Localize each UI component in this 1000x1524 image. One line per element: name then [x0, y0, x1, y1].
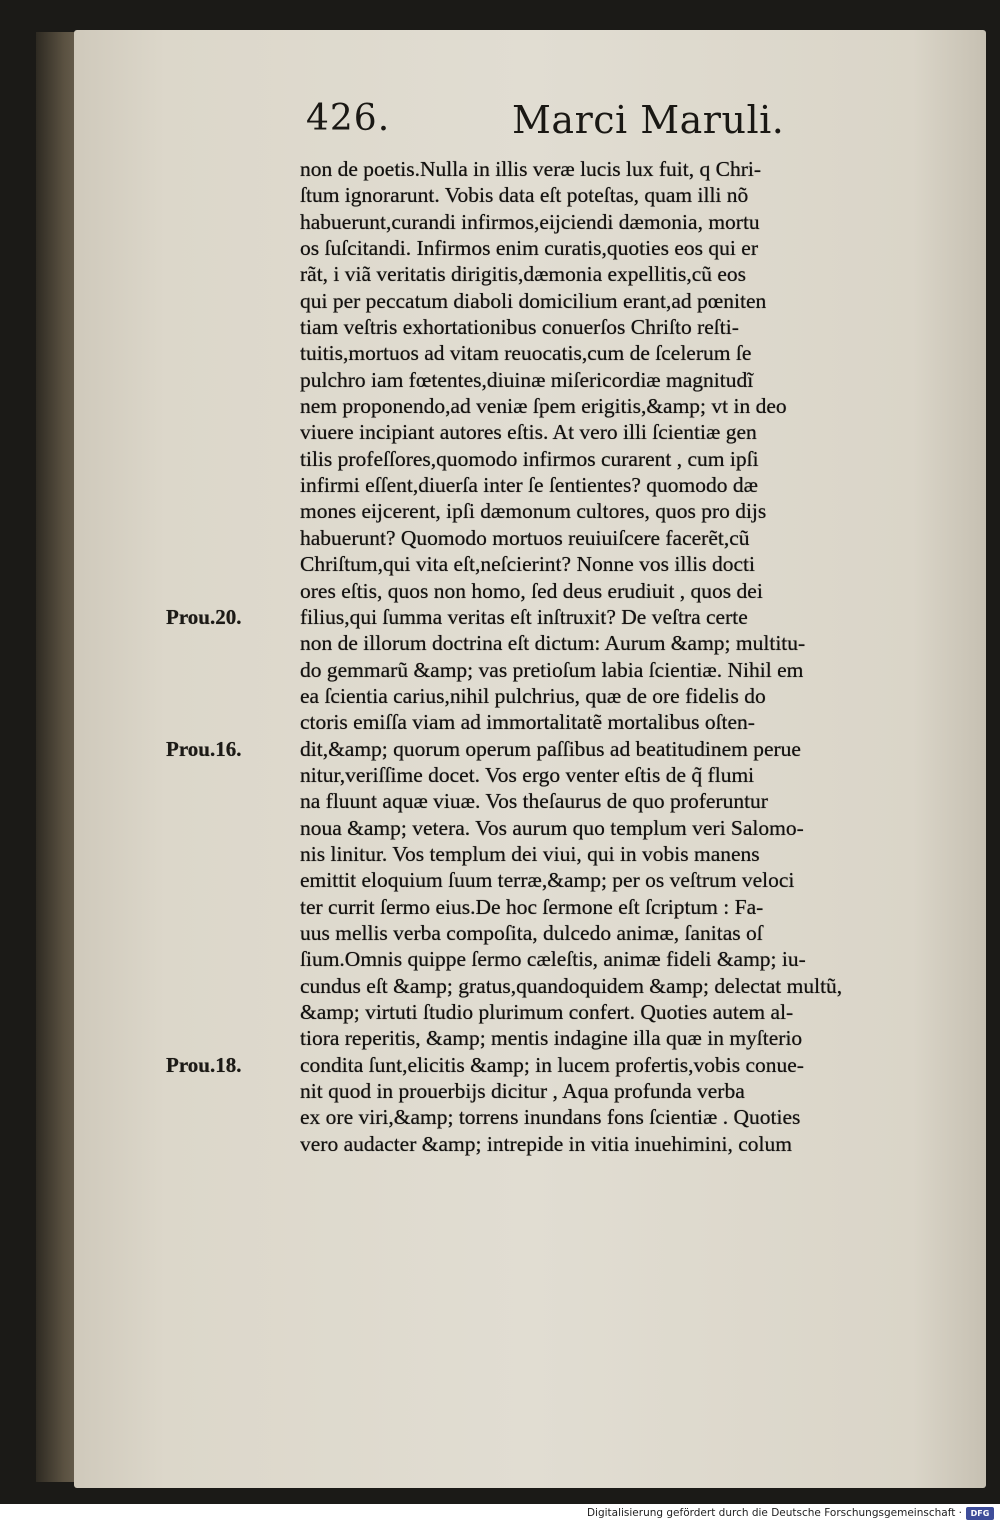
text-line: habuerunt? Quomodo mortuos reuiuiſcere facerẽt,cũ [300, 525, 750, 550]
text-line: uus mellis verba compoſita, dulcedo animæ, ſanitas oſ [300, 920, 763, 945]
text-line: viuere incipiant autores eſtis. At vero illi ſcientiæ gen [300, 420, 757, 445]
text-line: &amp; virtuti ſtudio plurimum confert. Quoties autem al- [300, 1000, 794, 1024]
text-line: cundus eſt &amp; gratus,quandoquidem &amp; delectat multũ, [300, 973, 843, 998]
funding-credit: Digitalisierung gefördert durch die Deutsche Forschungsgemeinschaft · [586, 1507, 962, 1519]
text-line: vero audacter &amp; intrepide in vitia inuehimini, colum [300, 1131, 792, 1156]
dfg-logo-icon: DFG [966, 1507, 994, 1520]
text-line: non de illorum doctrina eſt dictum: Aurum &amp; multitu- [300, 631, 806, 656]
text-line: nitur,veriſſime docet. Vos ergo venter eſtis de q̃ flumi [300, 762, 755, 787]
text-line: pulchro iam fœtentes,diuinæ miſericordiæ magnitudĩ [300, 367, 754, 392]
text-line: tilis profeſſores,quomodo infirmos curarent , cum ipſi [300, 446, 759, 471]
marginal-note: Prou.20. [166, 604, 242, 629]
text-line: os ſuſcitandi. Infirmos enim curatis,quoties eos qui er [300, 236, 758, 261]
text-line: tiora reperitis, &amp; mentis indagine illa quæ in myſterio [300, 1026, 803, 1051]
text-line: Chriſtum,qui vita eſt,neſcierint? Nonne vos illis docti [300, 552, 756, 577]
text-line: emittit eloquium ſuum terræ,&amp; per os veſtrum veloci [300, 868, 795, 893]
text-line: dit,&amp; quorum operum paſſibus ad beatitudinem perue [300, 736, 801, 761]
text-line: nem proponendo,ad veniæ ſpem erigitis,&amp; vt in deo [300, 394, 787, 419]
text-line: na fluunt aquæ viuæ. Vos theſaurus de quo proferuntur [300, 789, 768, 814]
text-line: nis linitur. Vos templum dei viui, qui in vobis manens [300, 841, 760, 866]
text-line: habuerunt,curandi infirmos,eĳciendi dæmonia, mortu [300, 209, 760, 234]
text-line: ſtum ignorarunt. Vobis data eſt poteſtas, quam illi nõ [300, 183, 749, 208]
text-line: ex ore viri,&amp; torrens inundans fons ſcientiæ . Quoties [300, 1105, 801, 1130]
text-line: non de poetis.Nulla in illis veræ lucis lux fuit, q Chri- [300, 157, 762, 181]
marginal-note: Prou.18. [166, 1052, 242, 1077]
text-line: ter currit ſermo eius.De hoc ſermone eſt ſcriptum : Fa- [300, 894, 764, 919]
text-line: filius,qui ſumma veritas eſt inſtruxit? De veſtra certe [300, 604, 748, 629]
text-line: condita ſunt,elicitis &amp; in lucem profertis,vobis conue- [300, 1052, 804, 1077]
footer-bar [0, 1504, 1000, 1524]
text-line: qui per peccatum diaboli domicilium erant,ad pœniten [300, 288, 767, 313]
text-line: tiam veſtris exhortationibus conuerſos Chriſto reſti- [300, 315, 739, 340]
marginal-note: Prou.16. [166, 736, 242, 761]
text-line: ſium.Omnis quippe ſermo cæleſtis, animæ fideli &amp; iu- [300, 947, 806, 972]
page-header [300, 98, 980, 148]
body-text [300, 156, 950, 1157]
text-line: tuitis,mortuos ad vitam reuocatis,cum de ſcelerum ſe [300, 341, 752, 366]
text-line: noua &amp; vetera. Vos aurum quo templum veri Salomo- [300, 815, 804, 840]
text-line: ores eſtis, quos non homo, ſed deus erudiuit , quos dei [300, 578, 763, 603]
text-line: mones eĳcerent, ipſi dæmonum cultores, quos pro dĳs [300, 499, 767, 524]
text-line: ctoris emiſſa viam ad immortalitatẽ mortalibus oſten- [300, 710, 755, 735]
text-line: rãt, i viã veritatis dirigitis,dæmonia expellitis,cũ eos [300, 262, 747, 287]
text-line: infirmi eſſent,diuerſa inter ſe ſentientes? quomodo dæ [300, 473, 758, 498]
text-line: do gemmarũ &amp; vas pretioſum labia ſcientiæ. Nihil em [300, 657, 804, 682]
text-line: ea ſcientia carius,nihil pulchrius, quæ de ore fidelis do [300, 683, 766, 708]
text-line: nit quod in prouerbĳs dicitur , Aqua profunda verba [300, 1079, 745, 1104]
page-number: 426. [306, 98, 391, 139]
running-title: Marci Maruli. [512, 98, 785, 142]
